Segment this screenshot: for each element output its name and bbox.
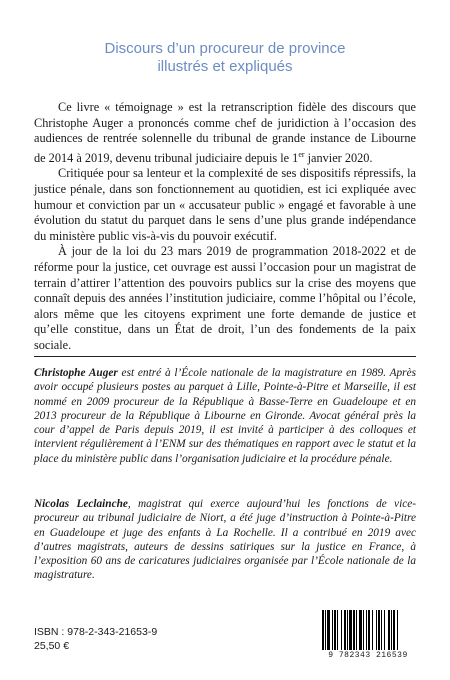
price: 25,50 € — [34, 640, 70, 652]
barcode-number: 9 782343 216539 — [328, 651, 408, 660]
illustrator-name: Nicolas Leclainche — [34, 498, 128, 510]
barcode-bar — [325, 610, 326, 650]
author-bio — [34, 366, 416, 466]
barcode-bar — [376, 610, 377, 650]
divider — [34, 356, 416, 357]
illustrator-bio-text: , magistrat qui exerce aujourd’hui les fonctions de vice-procureur au tribunal judiciaire de Niort, a été juge d’instruction à Pointe-à-Pitre en Guadeloupe et juge des enfants à La Rochelle. Il a contribué en 2019 avec d’autres magistrats, auteurs de dessins satiriques sur la justice en France, à l’exposition 60 ans de caricatures judiciaires organisée par l’École nationale de la magistrature. — [34, 498, 416, 582]
isbn-price-block — [34, 625, 157, 653]
title-line-1: Discours d’un procureur de province — [104, 40, 346, 57]
barcode-bar — [332, 610, 333, 650]
barcode-bar — [388, 610, 390, 650]
summary-paragraph-1: Ce livre « témoignage » est la retranscription fidèle des discours que Christophe Auger a prononcés comme chef de juridiction à l’occasion des audiences de rentrée solennelle du tribunal de grande instance de Libourne de 2014 à 2019, devenu tribunal judiciaire depuis le 1er janvier 2020. — [34, 100, 416, 165]
barcode-bar — [363, 610, 364, 650]
summary-paragraph-2: Critiquée pour sa lenteur et la complexité de ses dispositifs répressifs, la justice pénale, dans son fonctionnement au quotidien, est ici expliquée avec humour et conviction par un « accusateur public » engagé et favorable à une évolution du statut du parquet dans le sens d’une plus grande indépendance du ministère public vis-à-vis du pouvoir exécutif. — [34, 166, 416, 243]
barcode-bar — [349, 610, 352, 650]
barcode-bar — [327, 610, 330, 650]
barcode-bar — [359, 610, 362, 650]
summary-text — [34, 100, 416, 354]
barcode — [318, 610, 418, 662]
author-bio-text: est entré à l’École nationale de la magistrature en 1989. Après avoir occupé plusieurs postes au parquet à Lille, Pointe-à-Pitre et Marseille, il est nommé en 2009 procureur de la République à Basse-Terre en Guadeloupe et en 2013 procureur de la République à Libourne en Gironde. Avocat général près la cour d’appel de Paris depuis 2019, il est invité à participer à des colloques et intervient régulièrement à l’ENM sur des thématiques en rapport avec le statut et la place du ministère public dans l’organisation judiciaire et la procédure pénale. — [34, 367, 416, 465]
barcode-bar — [366, 610, 367, 650]
barcode-bar — [397, 610, 398, 650]
summary-paragraph-3: À jour de la loi du 23 mars 2019 de programmation 2018-2022 et de réforme pour la justice, cet ouvrage est aussi l’occasion pour un magistrat de terrain d’attirer l’attention des pouvoirs publics sur la crise des moyens que connaît depuis des années l’institution judiciaire, comme l’hôpital ou l’école, alors même que les citoyens expriment une forte demande de justice et qu’elle constitue, dans un État de droit, l’un des fondements de la paix sociale. — [34, 244, 416, 352]
title-line-2: illustrés et expliqués — [157, 58, 293, 75]
barcode-bar — [347, 610, 348, 650]
barcode-bar — [356, 610, 357, 650]
barcode-bar — [378, 610, 380, 650]
author-name: Christophe Auger — [34, 367, 118, 379]
ordinal-superscript: er — [298, 149, 305, 159]
barcode-bar — [391, 610, 392, 650]
barcode-bar — [372, 610, 373, 650]
barcode-bar — [393, 610, 395, 650]
barcode-bars — [318, 610, 418, 650]
barcode-bar — [341, 610, 342, 650]
barcode-bar — [322, 610, 324, 650]
barcode-bar — [334, 610, 336, 650]
barcode-bar — [384, 610, 385, 650]
book-title — [0, 40, 450, 76]
barcode-bar — [344, 610, 346, 650]
barcode-bar — [353, 610, 355, 650]
barcode-bar — [337, 610, 338, 650]
isbn: ISBN : 978-2-343-21653-9 — [34, 626, 158, 638]
barcode-bar — [368, 610, 370, 650]
barcode-bar — [381, 610, 382, 650]
illustrator-bio — [34, 497, 416, 583]
